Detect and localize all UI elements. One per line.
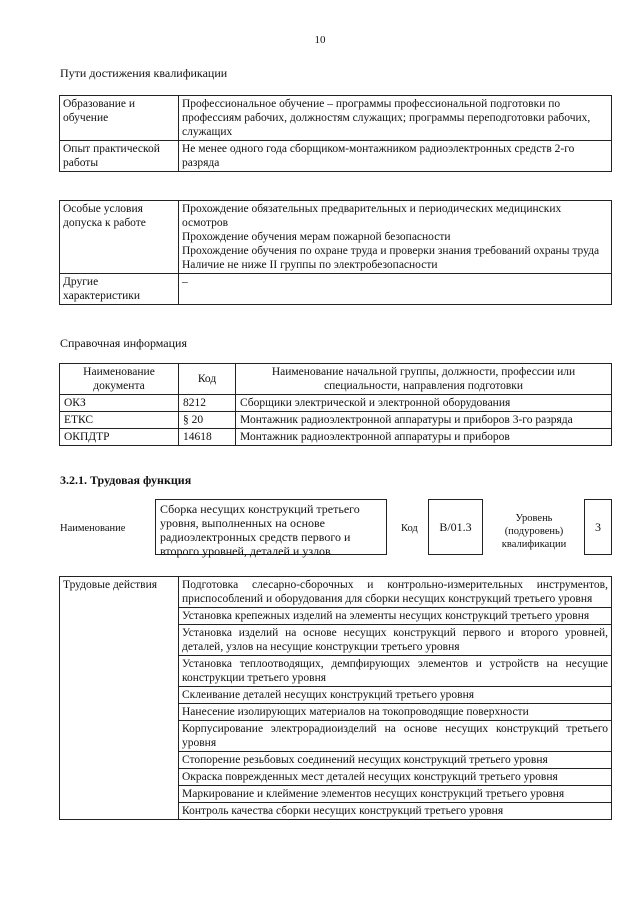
qualification-paths-table (59, 95, 612, 172)
labor-action: Нанесение изолирующих материалов на токопроводящие поверхности (179, 704, 612, 721)
table-row (60, 429, 612, 446)
doc-code: 8212 (179, 395, 236, 412)
function-code-label: Код (401, 523, 418, 534)
labor-actions-label: Трудовые действия (60, 577, 179, 820)
experience-label: Опыт практической работы (60, 141, 179, 172)
labor-action: Подготовка слесарно-сборочных и контрольно-измерительных инструментов, приспособлений и оборудования для сборки несущих конструкций третьего уровня (179, 577, 612, 608)
doc-name: ОКЗ (60, 395, 179, 412)
education-value: Профессиональное обучение – программы профессиональной подготовки по профессиям рабочих, должностям служащих; программы переподготовки рабочих, служащих (179, 96, 612, 141)
other-characteristics-value: – (179, 274, 612, 305)
function-name-value: Сборка несущих конструкций третьего уровня, выполненных на основе радиоэлектронных средств первого и второго уровней, деталей и узлов (155, 499, 387, 555)
labor-action: Корпусирование электрорадиоизделий на основе несущих конструкций третьего уровня (179, 721, 612, 752)
admission-condition: Прохождение обязательных предварительных и периодических медицинских осмотров (182, 203, 562, 229)
page-number: 10 (314, 34, 326, 46)
reference-heading: Справочная информация (60, 336, 187, 350)
admission-condition: Прохождение обучения по охране труда и проверки знания требований охраны труда (182, 245, 600, 257)
doc-name: ЕТКС (60, 412, 179, 429)
table-row (60, 395, 612, 412)
table-row (60, 274, 612, 305)
education-label: Образование и обучение (60, 96, 179, 141)
function-code-value: В/01.3 (428, 499, 483, 555)
doc-title: Монтажник радиоэлектронной аппаратуры и приборов (236, 429, 612, 446)
labor-action: Маркирование и клеймение элементов несущих конструкций третьего уровня (179, 786, 612, 803)
admission-conditions (179, 201, 612, 274)
table-header-row (60, 364, 612, 395)
labor-action: Установка крепежных изделий на элементы несущих конструкций третьего уровня (179, 608, 612, 625)
other-characteristics-label: Другие характеристики (60, 274, 179, 305)
labor-function-title: 3.2.1. Трудовая функция (60, 473, 192, 487)
labor-actions-table (59, 576, 612, 820)
labor-action: Стопорение резьбовых соединений несущих конструкций третьего уровня (179, 752, 612, 769)
reference-table (59, 363, 612, 446)
column-header: Код (179, 364, 236, 395)
admission-condition: Наличие не ниже II группы по электробезопасности (182, 259, 438, 271)
qualification-paths-heading: Пути достижения квалификации (60, 66, 228, 80)
column-header: Наименование документа (60, 364, 179, 395)
labor-action: Окраска поврежденных мест деталей несущих конструкций третьего уровня (179, 769, 612, 786)
doc-name: ОКПДТР (60, 429, 179, 446)
doc-code: 14618 (179, 429, 236, 446)
admission-condition: Прохождение обучения мерам пожарной безопасности (182, 231, 451, 243)
table-row (60, 201, 612, 274)
qualification-level-label: Уровень (подуровень) квалификации (501, 513, 567, 550)
doc-title: Сборщики электрической и электронной оборудования (236, 395, 612, 412)
table-row (60, 412, 612, 429)
table-row (60, 141, 612, 172)
labor-action: Контроль качества сборки несущих конструкций третьего уровня (179, 803, 612, 820)
qualification-level-value: 3 (584, 499, 612, 555)
admission-label: Особые условия допуска к работе (60, 201, 179, 274)
labor-action: Установка изделий на основе несущих конструкций первого и второго уровней, деталей, узлов на несущие конструкции третьего уровня (179, 625, 612, 656)
admission-table (59, 200, 612, 305)
doc-title: Монтажник радиоэлектронной аппаратуры и приборов 3-го разряда (236, 412, 612, 429)
table-row (60, 96, 612, 141)
function-name-label: Наименование (60, 523, 126, 534)
table-row (60, 577, 612, 608)
doc-code: § 20 (179, 412, 236, 429)
column-header: Наименование начальной группы, должности, профессии или специальности, направления подготовки (236, 364, 612, 395)
experience-value: Не менее одного года сборщиком-монтажником радиоэлектронных средств 2-го разряда (179, 141, 612, 172)
labor-action: Склеивание деталей несущих конструкций третьего уровня (179, 687, 612, 704)
labor-action: Установка теплоотводящих, демпфирующих элементов и устройств на несущие конструкции третьего уровня (179, 656, 612, 687)
